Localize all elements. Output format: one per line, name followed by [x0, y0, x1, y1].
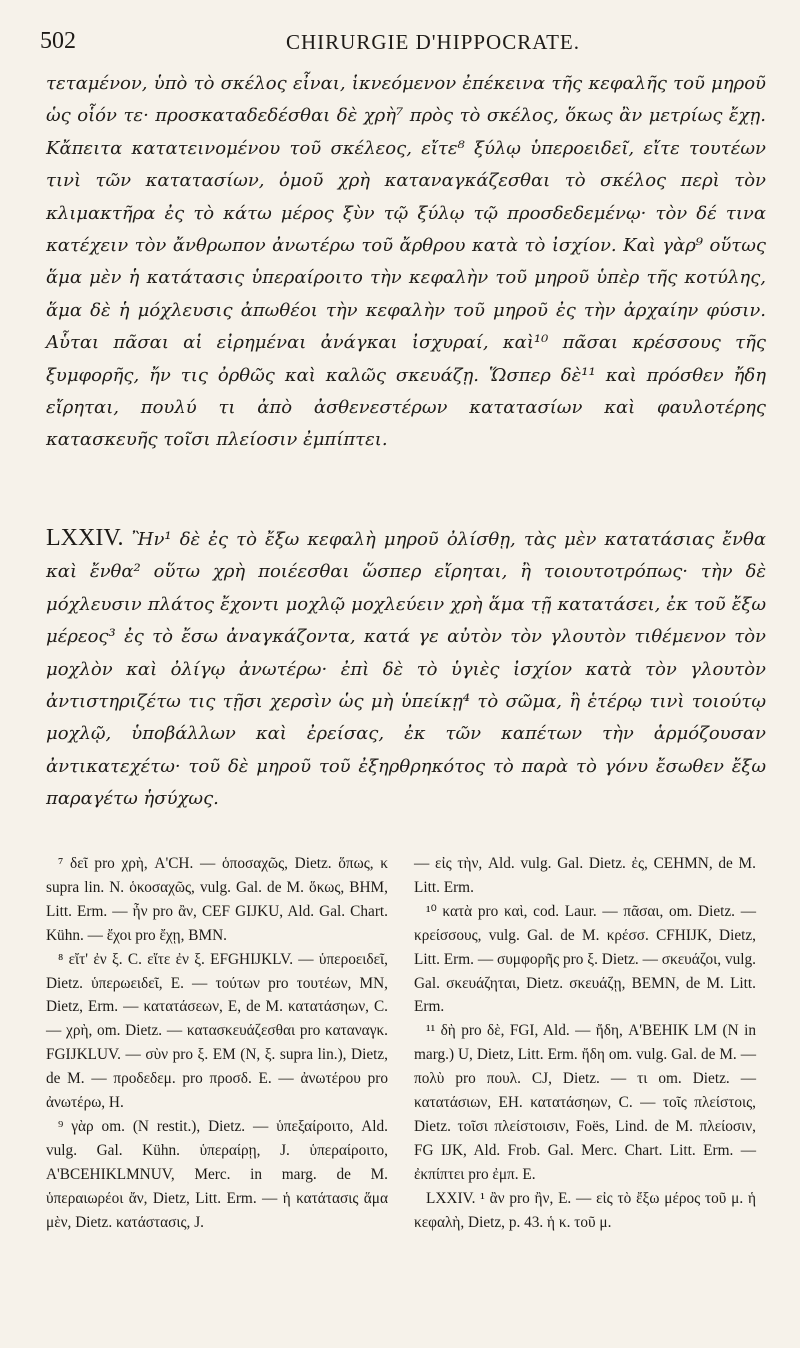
footnote: ¹¹ δὴ pro δὲ, FGI, Ald. — ἤδη, A'BEHIK LM (N in marg.) U, Dietz, Litt. Erm. ἤδη om. vulg. Gal. de M. — πολὺ pro πουλ. CJ, Dietz. — τι om. Dietz. — κατατάσιων, EH. κατατάσηων, C. — τοῖς πλείστοις, Dietz. τοῖσι πλείστοισιν, Foës, Lind. de M. πλείοσιν, FG IJK, Ald. Frob. Gal. Merc. Chart. Litt. Erm. — ἐκπίπτει pro ἐμπ. E. [414, 1022, 756, 1183]
greek-paragraph-continuation: τεταμένον, ὑπὸ τὸ σκέλος εἶναι, ἱκνεόμενον ἐπέκεινα τῆς κεφαλῆς τοῦ μηροῦ ὡς οἷόν τε· προσκαταδεδέσθαι δὲ χρὴ⁷ πρὸς τὸ σκέλος, ὅκως ἂν μετρίως ἔχῃ. Κἄπειτα κατατεινομένου τοῦ σκέλεος, εἴτε⁸ ξύλῳ ὑπεροειδεῖ, εἴτε τουτέων τινὶ τῶν κατατασίων, ὁμοῦ χρὴ καταναγκάζεσθαι τὸ σκέλος περὶ τὸν κλιμακτῆρα ἐς τὸ κάτω μέρος ξὺν τῷ ξύλῳ τῷ προσδεδεμένῳ· τὸν δέ τινα κατέχειν τὸν ἄνθρωπον ἀνωτέρω τοῦ ἄρθρου κατὰ τὸ ἰσχίον. Καὶ γὰρ⁹ οὕτως ἅμα μὲν ἡ κατάτασις ὑπεραίροιτο τὴν κεφαλὴν τοῦ μηροῦ ὑπὲρ τῆς κοτύλης, ἅμα δὲ ἡ μόχλευσις ἀπωθέοι τὴν κεφαλὴν τοῦ μηροῦ ἐς τὴν ἀρχαίην φύσιν. Αὗται πᾶσαι αἱ εἰρημέναι ἀνάγκαι ἰσχυραί, καὶ¹⁰ πᾶσαι κρέσσους τῆς ξυμφορῆς, ἤν τις ὀρθῶς καὶ καλῶς σκευάζῃ. Ὥσπερ δὲ¹¹ καὶ πρόσθεν ἤδη εἴρηται, πουλύ τι ἀπὸ ἀσθενεστέρων κατατασίων καὶ φαυλοτέρης κατασκευῆς τοῖσι πλείοσιν ἐμπίπτει. [46, 73, 766, 451]
footnote: ⁹ γὰρ om. (N restit.), Dietz. — ὑπεξαίροιτο, Ald. vulg. Gal. Kühn. ὑπεραίρῃ, J. ὑπεραίροιτο, A'BCEHIKLMNUV, Merc. in marg. de M. ὑπεραιωρέοι ἄν, Dietz, Litt. Erm. — ἡ κατάτασις ἅμα μὲν, Dietz. κατάστασις, J. [46, 1117, 388, 1231]
section-number: LXXIV. [46, 525, 124, 551]
footnote: LXXIV. ¹ ἂν pro ἢν, E. — εἰς τὸ ἔξω μέρος τοῦ μ. ἡ κεφαλὴ, Dietz, p. 43. ἡ κ. τοῦ μ. [414, 1189, 756, 1231]
page-number: 502 [40, 28, 76, 54]
greek-paragraph-section-lxxiv [46, 522, 766, 816]
footnotes-left-column [46, 852, 388, 1235]
footnotes-right-column [414, 852, 756, 1235]
footnote: ⁷ δεῖ pro χρὴ, A'CH. — ὁποσαχῶς, Dietz. ὅπως, κ supra lin. N. ὁκοσαχῶς, vulg. Gal. de M. ὅκως, BHM, Litt. Erm. — ἦν pro ἂν, CEF GIJKU, Ald. Gal. Chart. Kühn. — ἔχοι pro ἔχῃ, BMN. [46, 855, 388, 944]
section-text: Ἢν¹ δὲ ἐς τὸ ἔξω κεφαλὴ μηροῦ ὀλίσθῃ, τὰς μὲν κατατάσιας ἔνθα καὶ ἔνθα² οὕτω χρὴ ποιέεσθαι ὥσπερ εἴρηται, ἢ τοιουτοτρόπως· τὴν δὲ μόχλευσιν πλάτος ἔχοντι μοχλῷ μοχλεύειν χρὴ ἅμα τῇ κατατάσει, ἐκ τοῦ ἔξω μέρεος³ ἐς τὸ ἔσω ἀναγκάζοντα, κατά γε αὐτὸν τὸν γλουτὸν τιθέμενον τὸν μοχλὸν καὶ ὀλίγῳ ἀνωτέρω· ἐπὶ δὲ τὸ ὑγιὲς ἰσχίον κατὰ τὸν γλουτὸν ἀντιστηριζέτω τις τῇσι χερσὶν ὡς μὴ ὑπείκῃ⁴ τὸ σῶμα, ἢ ἑτέρῳ τινὶ τοιούτῳ μοχλῷ, ὑποβάλλων καὶ ἐρείσας, ἐκ τῶν καπέτων τὴν ἁρμόζουσαν ἀντικατεχέτω· τοῦ δὲ μηροῦ τοῦ ἐξηρθρηκότος τὸ παρὰ τὸ γόνυ ἔσωθεν ἔξω παραγέτω ἡσύχως. [46, 529, 766, 810]
running-head: CHIRURGIE D'HIPPOCRATE. [286, 30, 580, 54]
footnote: ¹⁰ κατὰ pro καὶ, cod. Laur. — πᾶσαι, om. Dietz. — κρείσσους, vulg. Gal. de M. κρέσσ. CFHIJK, Dietz, Litt. Erm. — συμφορῆς pro ξ. Dietz. — σκευάζοι, vulg. Gal. σκευάζηται, Dietz. σκευάζῃ, BEMN, de M. Litt. Erm. [414, 902, 756, 1016]
page-header [36, 26, 764, 58]
footnote-continuation: — εἰς τὴν, Ald. vulg. Gal. Dietz. ἐς, CEHMN, de M. Litt. Erm. [414, 855, 756, 896]
footnote: ⁸ εἴτ' ἐν ξ. C. εἴτε ἐν ξ. EFGHIJKLV. — ὑπεροειδεῖ, Dietz. ὑπερωειδεῖ, E. — τούτων pro τουτέων, MN, Dietz, Erm. — κατατάσεων, E, de M. κατατάσηων, C. — χρὴ, om. Dietz. — κατασκευάζεσθαι pro καταναγκ. FGIJKLUV. — σὺν pro ξ. EM (N, ξ. supra lin.), Dietz, de M. — προδεδεμ. pro προσδ. E. — ἀνωτέρου pro ἀνωτέρω, H. [46, 950, 388, 1112]
